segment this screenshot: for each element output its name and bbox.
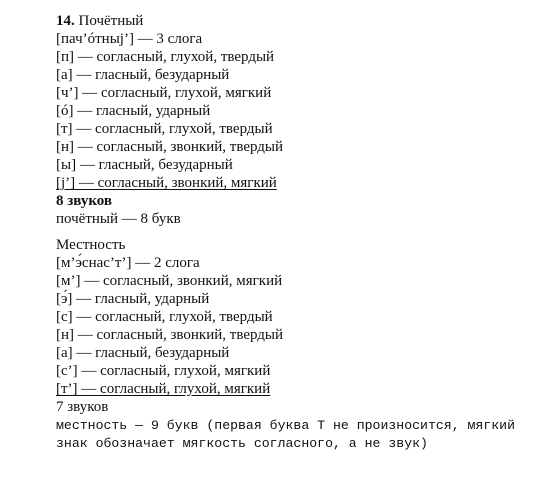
exercise-heading bbox=[56, 12, 143, 30]
sound-line: [т] — согласный, глухой, твердый bbox=[56, 121, 273, 137]
sound-line: [ч’] — согласный, глухой, мягкий bbox=[56, 85, 272, 101]
sound-line-last: [j’] — согласный, звонкий, мягкий bbox=[56, 175, 277, 191]
word-heading: Местность bbox=[56, 237, 126, 253]
letter-note: местность — 9 букв (первая буква Т не произносится, мягкий знак обозначает мягкость согласного, а не звук) bbox=[56, 418, 515, 451]
sound-line: [н] — согласный, звонкий, твердый bbox=[56, 327, 284, 343]
sound-line: [э́] — гласный, ударный bbox=[56, 291, 210, 307]
sound-count: 8 звуков bbox=[56, 193, 113, 209]
transcription-line: [м’э́снас’т’] — 2 слога bbox=[56, 255, 200, 271]
sound-line: [а] — гласный, безударный bbox=[56, 67, 230, 83]
exercise-number: 14. bbox=[56, 13, 75, 29]
transcription-line: [пач’óтныj’] — 3 слога bbox=[56, 31, 203, 47]
sound-line: [с] — согласный, глухой, твердый bbox=[56, 309, 273, 325]
sound-line: [н] — согласный, звонкий, твердый bbox=[56, 139, 284, 155]
sound-line: [м’] — согласный, звонкий, мягкий bbox=[56, 273, 283, 289]
sound-line: [п] — согласный, глухой, твердый bbox=[56, 49, 275, 65]
letter-count: почётный — 8 букв bbox=[56, 211, 181, 227]
sound-line-last: [т’] — согласный, глухой, мягкий bbox=[56, 381, 271, 397]
sound-line: [ы] — гласный, безударный bbox=[56, 157, 233, 173]
sound-line: [а] — гласный, безударный bbox=[56, 345, 230, 361]
sound-line: [ó] — гласный, ударный bbox=[56, 103, 211, 119]
sound-count: 7 звуков bbox=[56, 399, 109, 415]
exercise-word: Почётный bbox=[78, 13, 144, 29]
sound-line: [с’] — согласный, глухой, мягкий bbox=[56, 363, 271, 379]
